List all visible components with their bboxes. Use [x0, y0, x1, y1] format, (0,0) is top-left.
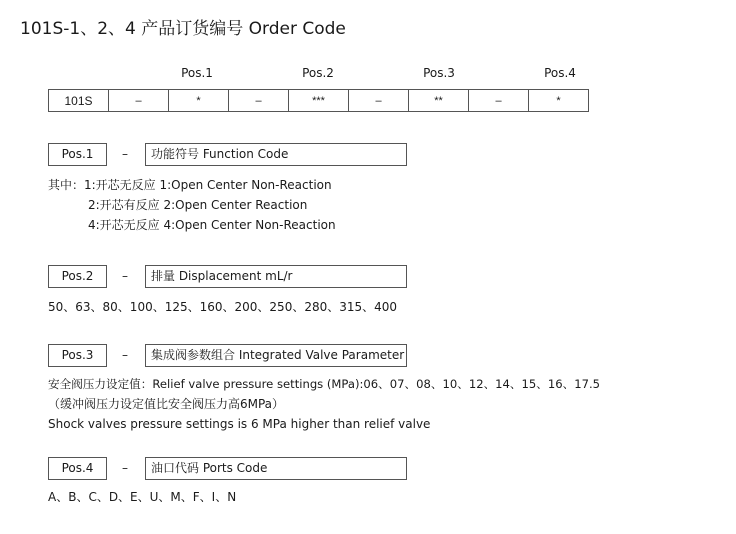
pos1-dash: – [122, 147, 128, 161]
pos1-label-box: Pos.1 [48, 143, 107, 166]
code-cell-model: 101S [49, 90, 109, 112]
pos2-dash: – [122, 269, 128, 283]
order-code-table [48, 89, 589, 112]
pos1-line-1: 其中：1:开芯无反应 1:Open Center Non-Reaction [48, 178, 332, 192]
code-cell-dash: – [349, 90, 409, 112]
pos3-label-box: Pos.3 [48, 344, 107, 367]
pos4-desc-box: 油口代码 Ports Code [145, 457, 407, 480]
pos-label-2: Pos.2 [302, 66, 334, 80]
code-cell-pos4: * [529, 90, 589, 112]
pos4-label-box: Pos.4 [48, 457, 107, 480]
pos3-desc-box: 集成阀参数组合 Integrated Valve Parameter [145, 344, 407, 367]
pos-label-1: Pos.1 [181, 66, 213, 80]
pos2-values: 50、63、80、100、125、160、200、250、280、315、400 [48, 300, 398, 314]
pos3-line-1: 安全阀压力设定值：Relief valve pressure settings (MPa):06、07、08、10、12、14、15、16、17.5 [48, 377, 601, 391]
pos3-line-2: （缓冲阀压力设定值比安全阀压力高6MPa） [48, 397, 285, 411]
pos-label-3: Pos.3 [423, 66, 455, 80]
page-title: 101S-1、2、4 产品订货编号 Order Code [20, 19, 346, 39]
pos1-desc-box: 功能符号 Function Code [145, 143, 407, 166]
pos2-desc-box: 排量 Displacement mL/r [145, 265, 407, 288]
pos4-dash: – [122, 461, 128, 475]
code-cell-dash: – [229, 90, 289, 112]
code-cell-pos1: * [169, 90, 229, 112]
pos3-dash: – [122, 348, 128, 362]
pos1-line-2: 2:开芯有反应 2:Open Center Reaction [88, 198, 308, 212]
code-cell-dash: – [109, 90, 169, 112]
pos-label-4: Pos.4 [544, 66, 576, 80]
table-row [49, 90, 589, 112]
code-cell-pos3: ** [409, 90, 469, 112]
pos2-label-box: Pos.2 [48, 265, 107, 288]
code-cell-dash: – [469, 90, 529, 112]
pos1-line-3: 4:开芯无反应 4:Open Center Non-Reaction [88, 218, 336, 232]
pos3-line-3: Shock valves pressure settings is 6 MPa higher than relief valve [48, 417, 431, 431]
code-cell-pos2: *** [289, 90, 349, 112]
pos4-values: A、B、C、D、E、U、M、F、I、N [48, 490, 237, 504]
